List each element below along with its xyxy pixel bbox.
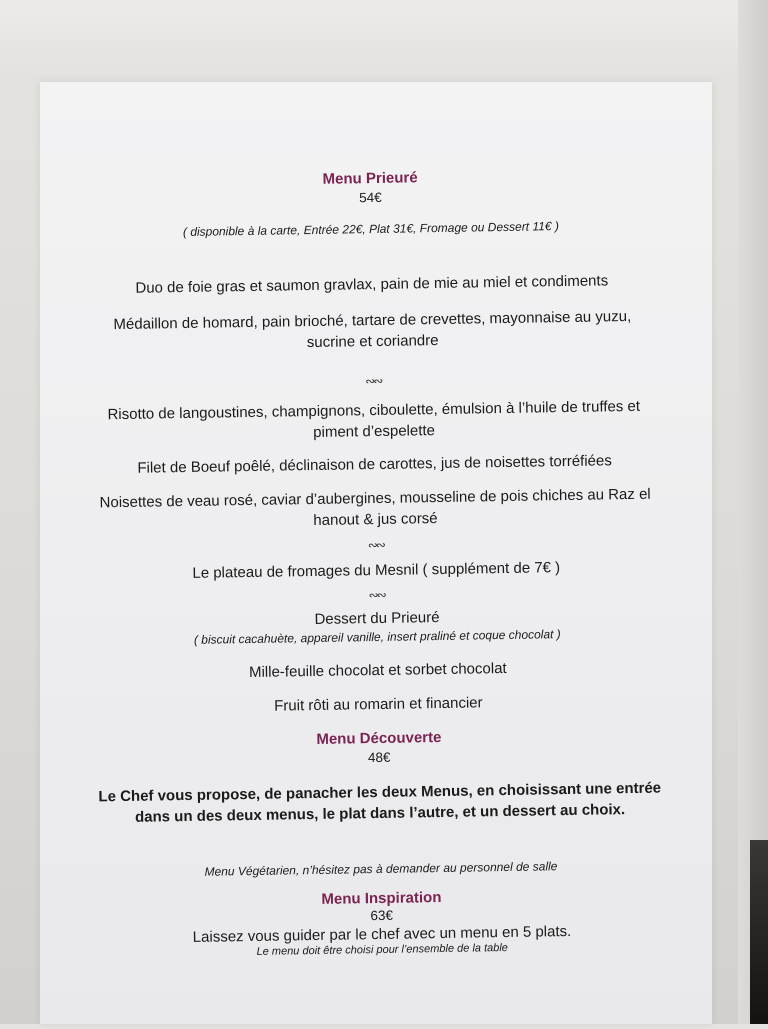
menu-prieure-note: ( disponible à la carte, Entrée 22€, Plat 31€, Fromage ou Dessert 11€ ) — [182, 219, 559, 239]
background-dark-corner — [750, 840, 768, 1024]
menu-decouverte-title: Menu Découverte — [316, 728, 442, 748]
cheese-item: Le plateau de fromages du Mesnil ( supplément de 7€ ) — [192, 559, 561, 582]
main-item: Risotto de langoustines, champignons, ciboulette, émulsion à l’huile de truffes et piment d’espelette — [107, 397, 641, 441]
menu-decouverte-price: 48€ — [367, 749, 391, 766]
dessert-note: ( biscuit cacahuète, appareil vanille, insert praliné et coque chocolat ) — [193, 627, 561, 647]
main-item: Noisettes de veau rosé, caviar d’aubergines, mousseline de pois chiches au Raz el hanout & jus corsé — [99, 485, 651, 529]
menu-inspiration-price: 63€ — [370, 907, 394, 924]
dessert-title: Dessert du Prieuré — [314, 609, 440, 628]
vegetarian-note: Menu Végétarien, n’hésitez pas à demander au personnel de salle — [204, 859, 558, 879]
ornament-swirl-icon: ∾∾ — [367, 537, 385, 553]
menu-prieure-title: Menu Prieuré — [322, 169, 418, 188]
ornament-swirl-icon: ∾∾ — [365, 373, 382, 389]
starter-item: Médaillon de homard, pain brioché, tartare de crevettes, mayonnaise au yuzu, sucrine et coriandre — [113, 307, 632, 352]
menu-sheet — [40, 82, 712, 1024]
menu-content — [33, 77, 720, 1029]
starter-item: Duo de foie gras et saumon gravlax, pain de mie au miel et condiments — [135, 272, 609, 297]
menu-prieure-price: 54€ — [359, 189, 382, 206]
menu-inspiration-note: Le menu doit être choisi pour l’ensemble de la table — [256, 941, 508, 958]
main-item: Filet de Boeuf poêlé, déclinaison de carottes, jus de noisettes torréfiées — [137, 452, 612, 477]
menu-decouverte-description: Le Chef vous propose, de panacher les deux Menus, en choisissant une entrée dans un des deux menus, le plat dans l’autre, et un dessert au choix. — [98, 779, 662, 826]
background-top — [0, 0, 768, 80]
ornament-swirl-icon: ∾∾ — [368, 587, 385, 603]
dessert-item: Mille-feuille chocolat et sorbet chocolat — [248, 659, 507, 682]
menu-inspiration-title: Menu Inspiration — [321, 889, 442, 908]
dessert-item: Fruit rôti au romarin et financier — [274, 694, 483, 715]
menu-inspiration-description: Laissez vous guider par le chef avec un menu en 5 plats. — [192, 922, 572, 946]
